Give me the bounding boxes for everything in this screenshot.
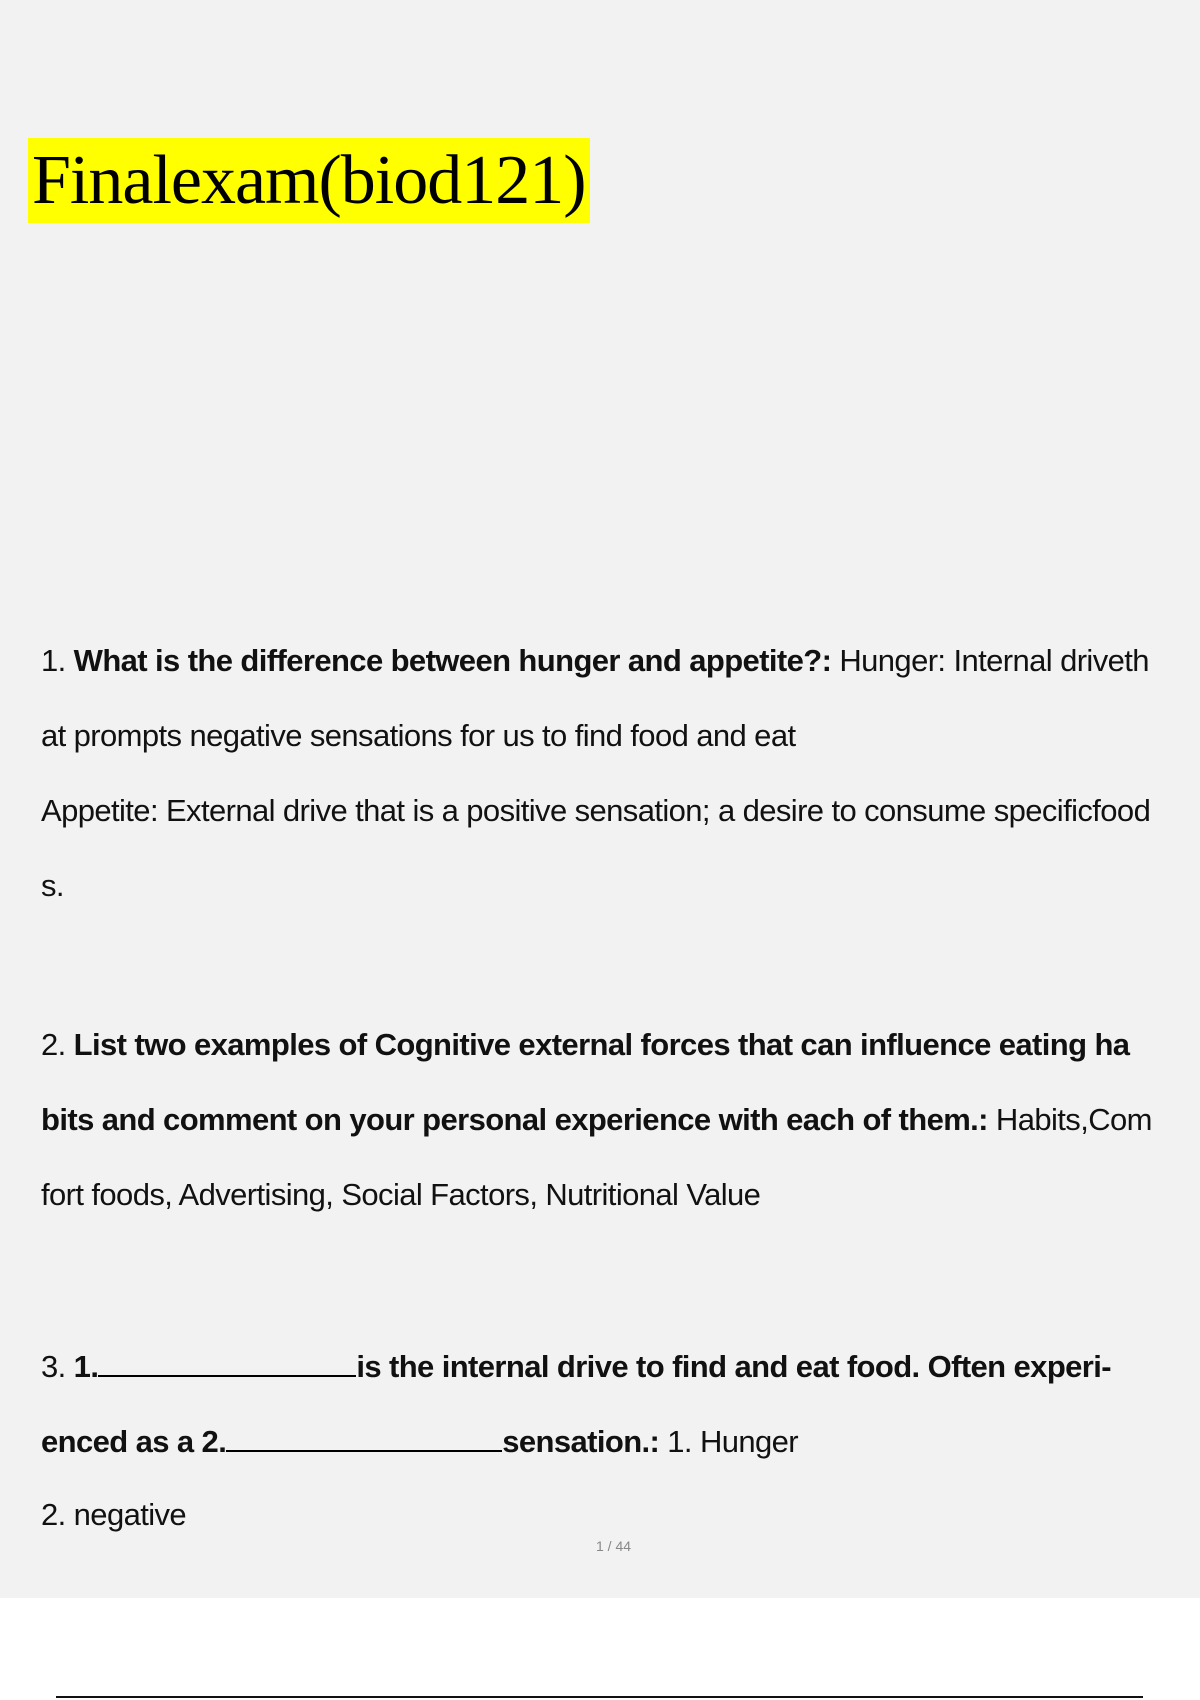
next-page-top-rule xyxy=(56,1696,1143,1698)
question-3-blank-1 xyxy=(98,1345,356,1377)
question-3-answer-part-2: 2. negative xyxy=(41,1497,187,1532)
question-2-answer-part-1: Habits,Com xyxy=(987,1102,1152,1137)
page-indicator: 1 / 44 xyxy=(595,1538,632,1554)
question-1-line-1 xyxy=(41,641,1200,681)
question-1-answer-part-4: s. xyxy=(41,868,64,903)
question-2-line-1 xyxy=(41,1025,1200,1065)
question-3-prompt-part-2: enced as a 2. xyxy=(41,1424,227,1459)
question-2-prompt-part-1: List two examples of Cognitive external forces that can influence eating ha xyxy=(73,1027,1130,1062)
question-2-answer-part-2: fort foods, Advertising, Social Factors, Nutritional Value xyxy=(41,1177,761,1212)
question-3-line-2 xyxy=(41,1420,1200,1462)
question-1-answer-part-2: at prompts negative sensations for us to find food and eat xyxy=(41,718,796,753)
question-3-blank-1-label: 1. xyxy=(73,1349,99,1384)
question-3-line-1 xyxy=(41,1345,1200,1387)
question-1-answer-part-1: Hunger: Internal driveth xyxy=(831,643,1149,678)
question-3-number: 3. xyxy=(41,1349,74,1384)
question-2-line-2 xyxy=(41,1100,1200,1140)
question-3-prompt-part-3: sensation.: xyxy=(502,1424,660,1459)
question-3-prompt-part-1: is the internal drive to find and eat food. Often experi- xyxy=(356,1349,1111,1384)
document-title: Finalexam(biod121) xyxy=(28,138,590,223)
question-3-answer-part-1: 1. Hunger xyxy=(659,1424,799,1459)
question-2-prompt-part-2: bits and comment on your personal experience with each of them.: xyxy=(41,1102,988,1137)
question-1-answer-part-3: Appetite: External drive that is a positive sensation; a desire to consume specificfood xyxy=(41,793,1151,828)
question-1-number: 1. xyxy=(41,643,74,678)
question-1-prompt: What is the difference between hunger and appetite?: xyxy=(73,643,832,678)
question-3-blank-2 xyxy=(226,1420,502,1452)
question-2-number: 2. xyxy=(41,1027,74,1062)
